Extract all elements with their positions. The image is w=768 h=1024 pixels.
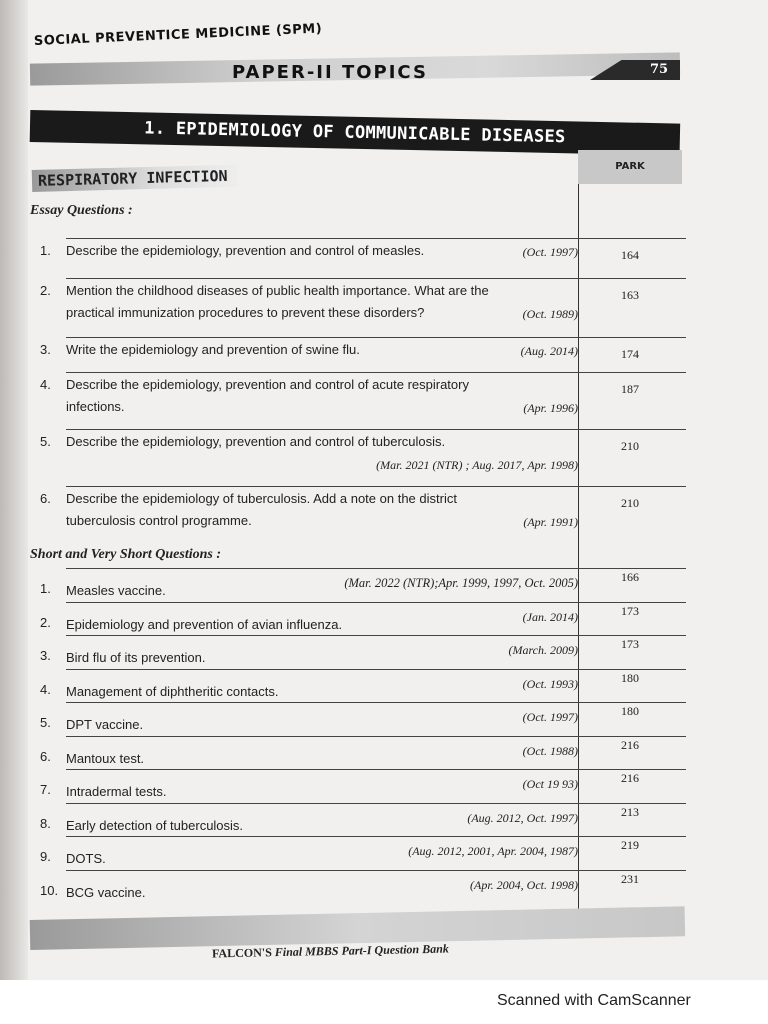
question-text: Measles vaccine. (66, 583, 166, 598)
question-number: 3. (40, 342, 51, 357)
question-number: 2. (40, 615, 51, 630)
park-page-number: 173 (621, 637, 639, 651)
footer-book-prefix: FALCON'S (211, 945, 272, 961)
short-question (40, 874, 578, 902)
exam-reference: (Apr. 1996) (523, 401, 578, 415)
exam-reference: (Aug. 2012, 2001, Apr. 2004, 1987) (408, 844, 578, 858)
row-divider (66, 486, 686, 487)
section-title: RESPIRATORY INFECTION (32, 165, 239, 192)
park-page-number: 187 (621, 382, 639, 396)
exam-reference: (Oct. 1997) (522, 710, 578, 724)
row-divider (66, 836, 686, 837)
short-question (40, 773, 578, 801)
exam-reference: (Apr. 1991) (523, 515, 578, 529)
exam-reference: (Aug. 2014) (520, 344, 578, 358)
question-number: 6. (40, 491, 51, 506)
park-page-number: 219 (621, 838, 639, 852)
essay-questions-label: Essay Questions : (30, 203, 133, 218)
row-divider (66, 803, 686, 804)
question-number: 1. (40, 243, 51, 258)
park-page-number: 164 (621, 248, 639, 262)
question-number: 10. (40, 883, 59, 898)
park-page-number: 210 (621, 496, 639, 510)
row-divider (66, 736, 686, 737)
essay-question (40, 431, 578, 475)
question-text: Describe the epidemiology, prevention and control of tuberculosis. (66, 434, 446, 449)
question-text: Mantoux test. (66, 751, 145, 766)
question-text: Early detection of tuberculosis. (66, 818, 244, 833)
subject-header: SOCIAL PREVENTICE MEDICINE (SPM) (33, 21, 323, 49)
short-question (40, 840, 578, 868)
park-column-header: PARK (578, 150, 682, 184)
row-divider (66, 372, 686, 373)
exam-reference: (Oct. 1993) (522, 677, 578, 691)
exam-reference: (Oct 19 93) (522, 777, 578, 791)
exam-reference: (Oct. 1989) (522, 307, 578, 321)
essay-question (40, 488, 578, 532)
exam-reference: (Mar. 2022 (NTR);Apr. 1999, 1997, Oct. 2005) (344, 576, 578, 590)
question-number: 6. (40, 749, 51, 764)
park-page-number: 216 (621, 771, 639, 785)
question-number: 4. (40, 682, 51, 697)
row-divider (66, 870, 686, 871)
exam-reference: (Aug. 2012, Oct. 1997) (467, 811, 578, 825)
exam-reference: (Mar. 2021 (NTR) ; Aug. 2017, Apr. 1998) (376, 458, 578, 472)
question-number: 9. (40, 849, 51, 864)
row-divider (66, 278, 686, 279)
short-questions-label: Short and Very Short Questions : (30, 547, 222, 562)
short-question (40, 639, 578, 667)
park-page-number: 231 (621, 872, 639, 886)
exam-reference: (March. 2009) (508, 643, 578, 657)
question-text: Describe the epidemiology, prevention and control of measles. (66, 243, 425, 258)
park-column-divider (578, 150, 579, 920)
page-number: 75 (650, 62, 669, 77)
short-question (40, 606, 578, 634)
row-divider (66, 769, 686, 770)
park-page-number: 173 (621, 604, 639, 618)
question-number: 4. (40, 377, 51, 392)
row-divider (66, 429, 686, 430)
short-question (40, 673, 578, 701)
park-page-number: 180 (621, 671, 639, 685)
park-page-number: 210 (621, 439, 639, 453)
question-text: Epidemiology and prevention of avian influenza. (66, 617, 343, 632)
exam-reference: (Jan. 2014) (522, 610, 578, 624)
exam-reference: (Oct. 1988) (522, 744, 578, 758)
camscanner-watermark: Scanned with CamScanner (497, 992, 691, 1009)
park-page-number: 166 (621, 570, 639, 584)
park-page-number: 180 (621, 704, 639, 718)
question-text-continued: tuberculosis control programme. (66, 513, 252, 528)
park-page-number: 163 (621, 288, 639, 302)
short-question (40, 807, 578, 835)
question-text: Intradermal tests. (66, 784, 167, 799)
short-question (40, 740, 578, 768)
essay-question (40, 280, 578, 324)
row-divider (66, 568, 686, 569)
question-number: 5. (40, 434, 51, 449)
question-text: Describe the epidemiology of tuberculosis. Add a note on the district (66, 491, 457, 506)
question-number: 7. (40, 782, 51, 797)
row-divider (66, 238, 686, 239)
chapter-title: 1. EPIDEMIOLOGY OF COMMUNICABLE DISEASES (144, 118, 566, 148)
question-text: Write the epidemiology and prevention of swine flu. (66, 342, 360, 357)
question-text: DOTS. (66, 851, 106, 866)
question-text: Mention the childhood diseases of public health importance. What are the (66, 283, 489, 298)
question-text: Describe the epidemiology, prevention and control of acute respiratory (66, 377, 469, 392)
question-number: 8. (40, 816, 51, 831)
chapter-banner (30, 110, 681, 156)
question-number: 3. (40, 648, 51, 663)
paper-title: PAPER-II TOPICS (232, 62, 428, 83)
exam-reference: (Apr. 2004, Oct. 1998) (470, 878, 578, 892)
question-text: BCG vaccine. (66, 885, 146, 900)
park-page-number: 213 (621, 805, 639, 819)
row-divider (66, 635, 686, 636)
essay-question (40, 339, 578, 361)
question-text: DPT vaccine. (66, 717, 144, 732)
short-question (40, 706, 578, 734)
row-divider (66, 602, 686, 603)
park-page-number: 216 (621, 738, 639, 752)
question-text: Management of diphtheritic contacts. (66, 684, 279, 699)
row-divider (66, 669, 686, 670)
page-gutter-shadow (0, 0, 28, 980)
essay-question (40, 240, 578, 262)
question-number: 2. (40, 283, 51, 298)
question-text-continued: infections. (66, 399, 125, 414)
question-number: 1. (40, 581, 51, 596)
question-text: Bird flu of its prevention. (66, 650, 206, 665)
short-question (40, 572, 578, 600)
exam-reference: (Oct. 1997) (522, 245, 578, 259)
footer-book-name: Final MBBS Part-I Question Bank (274, 941, 449, 960)
question-text-continued: practical immunization procedures to prevent these disorders? (66, 305, 425, 320)
essay-question (40, 374, 578, 418)
row-divider (66, 337, 686, 338)
row-divider (66, 702, 686, 703)
park-page-number: 174 (621, 347, 639, 361)
question-number: 5. (40, 715, 51, 730)
